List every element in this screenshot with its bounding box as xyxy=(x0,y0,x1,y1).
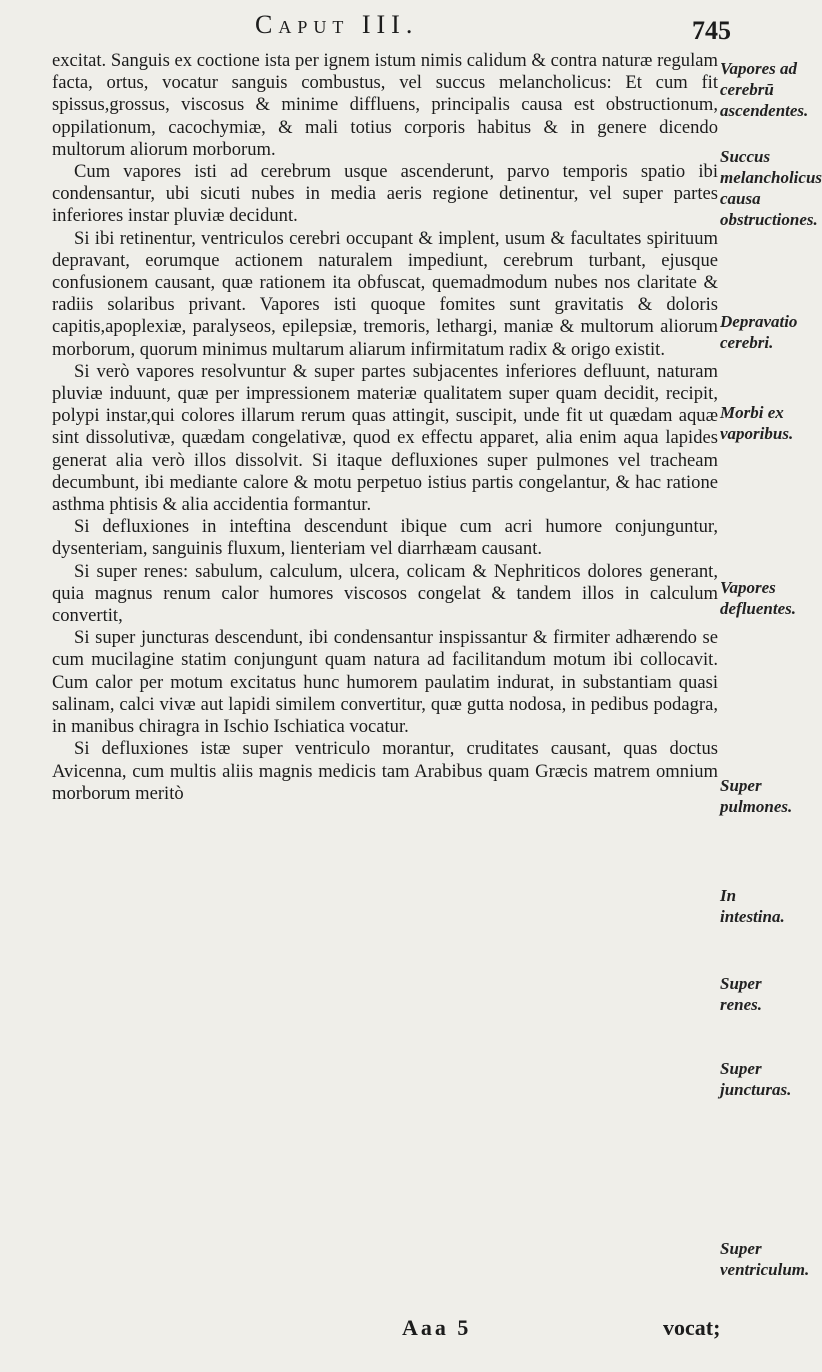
paragraph: Si ibi retinentur, ventriculos cerebri occupant & implent, usum & facultates spirituum depravant, eorumque actionem naturalem impediunt, cerebrum turbant, ejusque confusionem causant, quæ rationem ita obfuscat, quemadmodum nubes nos claritate & radiis solaribus privant. Vapores isti quoque fomites sunt gravitatis & doloris capitis,apoplexiæ, paralyseos, epilepsiæ, tremoris, lethargi, maniæ & multorum aliorum morborum, quorum minimus multarum aliarum infirmitatum radix & origo existit. xyxy=(52,227,718,360)
marginal-note: Depravatio cerebri. xyxy=(720,312,798,352)
page-footer xyxy=(0,1315,800,1345)
paragraph: Si defluxiones in inteftina descendunt ibique cum acri humore conjunguntur, dysenteriam, sanguinis fluxum, lienteriam vel diarrhæam causant. xyxy=(52,516,718,560)
marginal-note: Super renes. xyxy=(720,974,763,1014)
marginal-note: In intestina. xyxy=(720,886,785,926)
marginal-note: Succus melancholicus causa obstructiones. xyxy=(720,147,822,229)
marginal-note: Super juncturas. xyxy=(720,1059,792,1099)
marginal-note: Vapores defluentes. xyxy=(720,578,797,618)
marginal-note: Super pulmones. xyxy=(720,776,793,816)
paragraph: Si defluxiones istæ super ventriculo morantur, cruditates causant, quas doctus Avicenna, cum multis aliis magnis medicis tam Arabibus quam Græcis matrem omnium morborum meritò xyxy=(52,738,718,804)
paragraph: excitat. Sanguis ex coctione ista per ignem istum nimis calidum & contra naturæ regulam facta, ortus, vocatur sanguis combustus, vel succus melancholicus: Et cum fit spissus,grossus, viscosus & minime diffluens, principalis causa est obstructionum, oppilationum, cacochymiæ, & mali totius corporis habitus & in genere dicendo multorum aliorum morborum. xyxy=(52,50,718,160)
page-header xyxy=(0,10,800,44)
marginal-note: Morbi ex vaporibus. xyxy=(720,403,794,443)
page-number: 745 xyxy=(692,16,731,45)
catchword: vocat; xyxy=(663,1315,721,1340)
signature-mark: Aaa 5 xyxy=(402,1315,472,1340)
paragraph: Si super juncturas descendunt, ibi condensantur inspissantur & firmiter adhærendo se cum mucilagine statim conjungunt quam natura ad facilitandum motum ibi collocavit. Cum calor per motum excitatus hunc humorem paulatim indurat, in substantiam quasi salinam, calci vivæ aut lapidi similem convertitur, quæ gutta nodosa, in pedibus podagra, in manibus chiragra in Ischio Ischiatica vocatur. xyxy=(52,627,718,738)
paragraph: Si verò vapores resolvuntur & super partes subjacentes inferiores defluunt, naturam pluviæ induunt, quæ per impressionem materiæ qualitatem super quam decidit, recipit, polypi instar,qui colores illarum rerum quas attingit, suscipit, unde fit ut quædam aquæ sint dissolutivæ, quædam congelativæ, quod ex effectu apparet, alia enim aqua lapides generat alia verò illos dissolvit. Si itaque defluxiones super pulmones vel tracheam decumbunt, ibi mediante calore & motu perpetuo istius partis congelantur, & hac ratione asthma phtisis & alia accidentia formantur. xyxy=(52,360,718,516)
marginal-note: Vapores ad cerebrū ascendentes. xyxy=(720,59,809,120)
paragraph: Cum vapores isti ad cerebrum usque ascenderunt, parvo temporis spatio ibi condensantur, ubi sicuti nubes in media aeris regione detinentur, vel super partes inferiores instar pluviæ decidunt. xyxy=(52,161,718,227)
main-text xyxy=(52,50,718,805)
marginal-note: Super ventriculum. xyxy=(720,1239,810,1279)
paragraph: Si super renes: sabulum, calculum, ulcera, colicam & Nephriticos dolores generant, quia magnus renum calor humores viscosos congelat & tandem illos in calculum convertit, xyxy=(52,560,718,627)
running-title: Caput III. xyxy=(255,10,419,39)
